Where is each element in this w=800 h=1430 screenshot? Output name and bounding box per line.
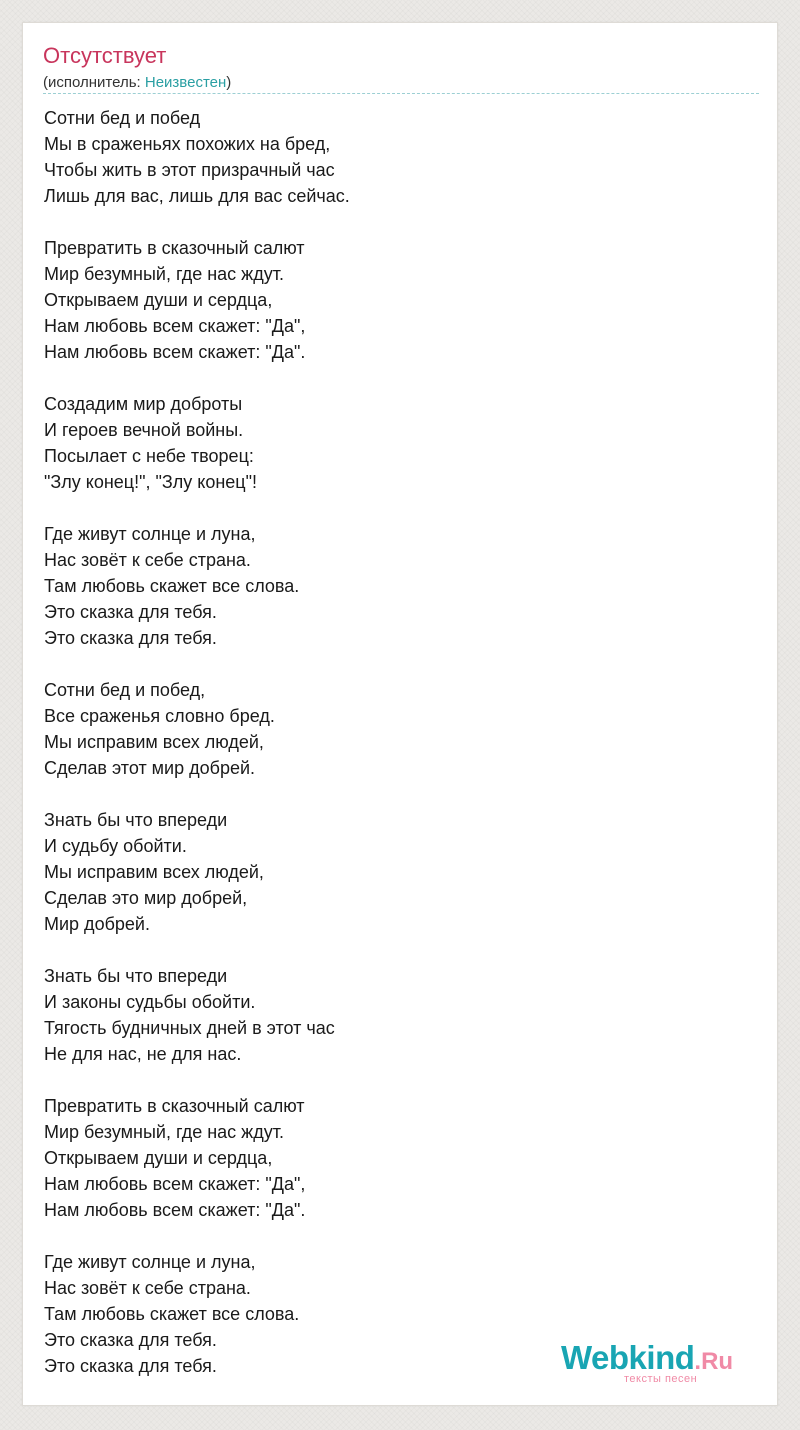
lyrics-stanza — [44, 105, 744, 209]
lyric-line: Сотни бед и побед — [44, 108, 201, 128]
lyric-line: Нам любовь всем скажет: "Да", — [44, 316, 306, 336]
lyric-line: Открываем души и сердца, — [44, 1148, 273, 1168]
artist-link[interactable]: Неизвестен — [144, 74, 227, 91]
artist-prefix: (исполнитель: — [43, 74, 145, 91]
site-logo[interactable] — [561, 1340, 751, 1386]
lyrics-stanza — [44, 963, 744, 1067]
lyric-line: Нам любовь всем скажет: "Да", — [44, 1174, 306, 1194]
lyric-line: Превратить в сказочный салют — [44, 238, 305, 258]
lyrics-stanza — [44, 235, 744, 365]
lyric-line: Мир безумный, где нас ждут. — [44, 264, 284, 284]
lyric-line: Чтобы жить в этот призрачный час — [44, 160, 335, 180]
lyric-line: Где живут солнце и луна, — [44, 524, 256, 544]
logo-main-text: Webkind — [561, 1339, 695, 1376]
lyric-line: Открываем души и сердца, — [44, 290, 273, 310]
lyric-line: Знать бы что впереди — [44, 810, 228, 830]
lyric-line: Лишь для вас, лишь для вас сейчас. — [44, 186, 350, 206]
lyric-line: Нам любовь всем скажет: "Да". — [44, 342, 306, 362]
lyric-line: Тягость будничных дней в этот час — [44, 1018, 335, 1038]
lyric-line: И героев вечной войны. — [44, 420, 244, 440]
lyric-line: Создадим мир доброты — [44, 394, 243, 414]
lyric-line: Это сказка для тебя. — [44, 628, 217, 648]
lyric-line: Не для нас, не для нас. — [44, 1044, 242, 1064]
lyrics-card — [22, 22, 778, 1406]
lyric-line: Это сказка для тебя. — [44, 1330, 217, 1350]
lyrics-stanza — [44, 391, 744, 495]
lyrics-stanza — [44, 807, 744, 937]
lyrics-stanza — [44, 521, 744, 651]
lyric-line: "Злу конец!", "Злу конец"! — [44, 472, 258, 492]
lyric-line: Нас зовёт к себе страна. — [44, 1278, 251, 1298]
dotted-divider — [43, 93, 759, 94]
lyric-line: И судьбу обойти. — [44, 836, 187, 856]
lyric-line: Превратить в сказочный салют — [44, 1096, 305, 1116]
lyric-line: И законы судьбы обойти. — [44, 992, 256, 1012]
lyric-line: Это сказка для тебя. — [44, 602, 217, 622]
lyric-line: Это сказка для тебя. — [44, 1356, 217, 1376]
artist-suffix: ) — [226, 74, 232, 91]
lyric-line: Знать бы что впереди — [44, 966, 228, 986]
lyric-line: Мы исправим всех людей, — [44, 862, 264, 882]
lyric-line: Все сраженья словно бред. — [44, 706, 275, 726]
lyric-line: Посылает с небе творец: — [44, 446, 254, 466]
lyric-line: Нас зовёт к себе страна. — [44, 550, 251, 570]
lyric-line: Там любовь скажет все слова. — [44, 1304, 300, 1324]
lyrics-stanza — [44, 677, 744, 781]
lyrics-stanza — [44, 1093, 744, 1223]
lyric-line: Сделав это мир добрей, — [44, 888, 248, 908]
logo-domain-suffix: .Ru — [694, 1348, 734, 1375]
logo-tagline: тексты песен — [624, 1373, 698, 1385]
lyric-line: Мы в сраженьях похожих на бред, — [44, 134, 331, 154]
lyric-line: Мир добрей. — [44, 914, 150, 934]
lyric-line: Где живут солнце и луна, — [44, 1252, 256, 1272]
song-title: Отсутствует — [43, 43, 167, 68]
artist-line — [43, 73, 231, 93]
lyric-line: Мы исправим всех людей, — [44, 732, 264, 752]
lyric-line: Там любовь скажет все слова. — [44, 576, 300, 596]
lyric-line: Мир безумный, где нас ждут. — [44, 1122, 284, 1142]
lyrics-text — [44, 105, 744, 1405]
lyric-line: Сотни бед и побед, — [44, 680, 206, 700]
lyric-line: Нам любовь всем скажет: "Да". — [44, 1200, 306, 1220]
lyric-line: Сделав этот мир добрей. — [44, 758, 256, 778]
